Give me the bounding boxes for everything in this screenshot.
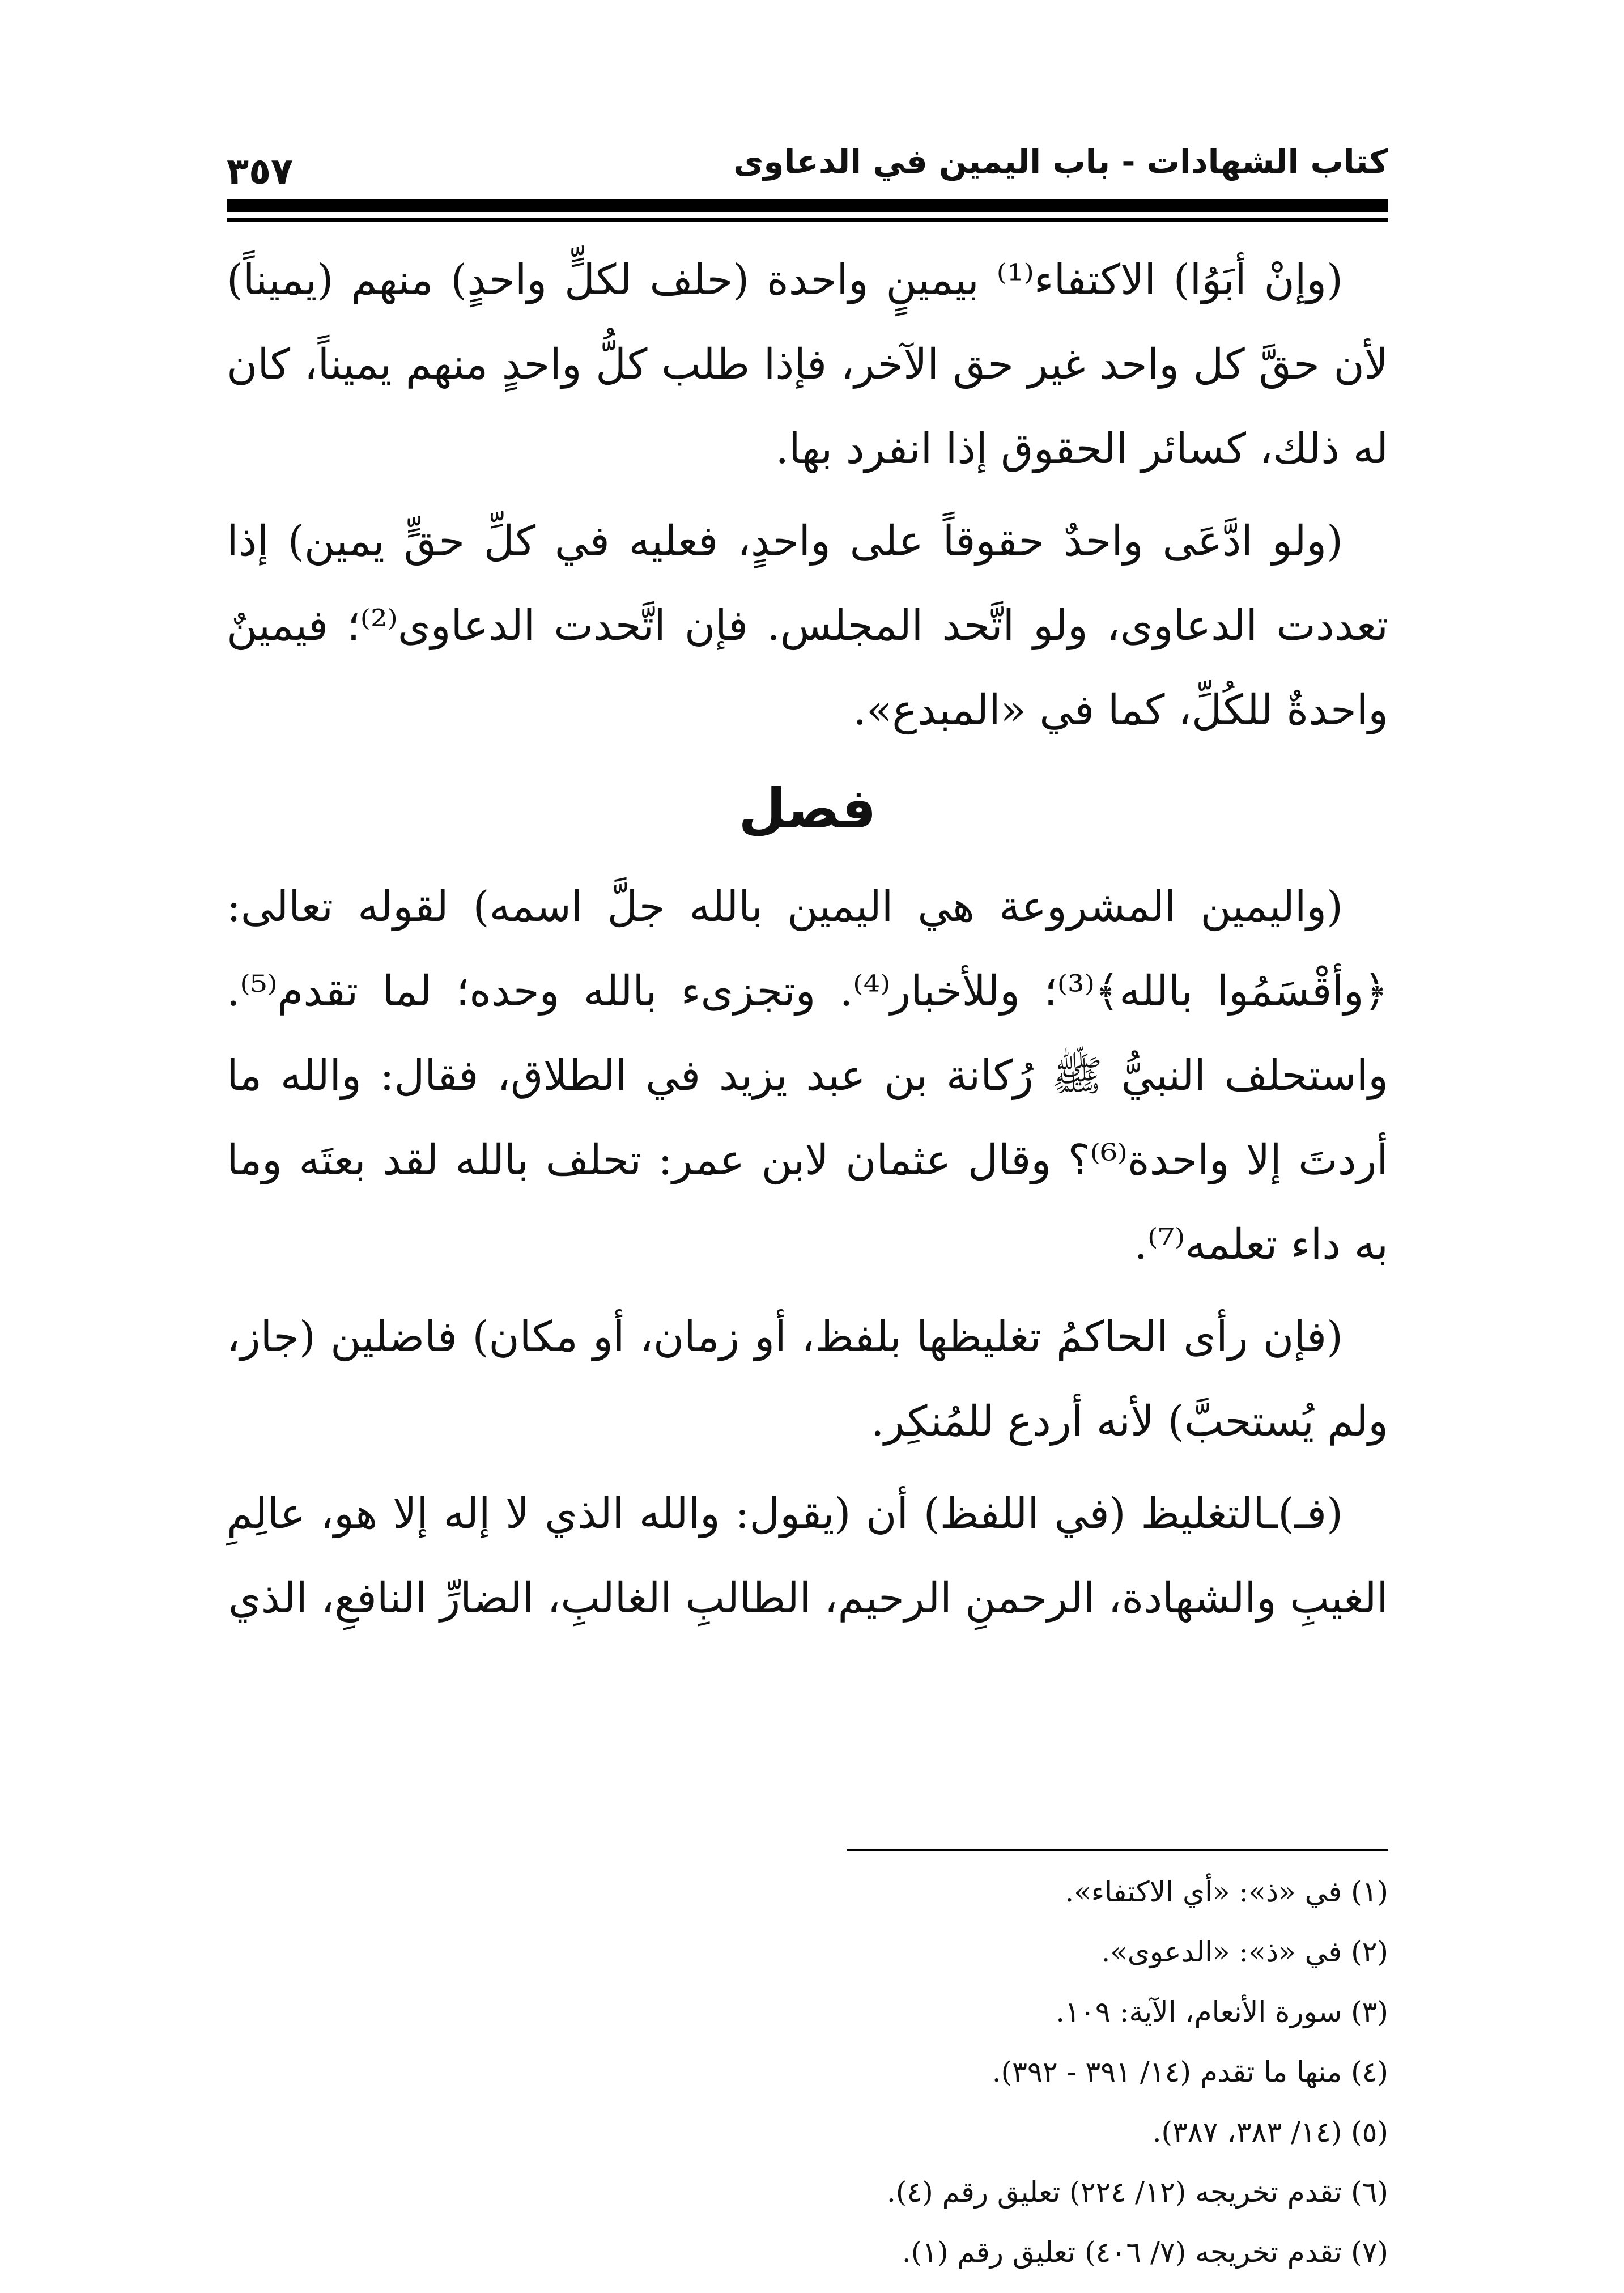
running-header [227, 128, 1388, 193]
section-heading: فصل [738, 777, 877, 840]
header-title: كتاب الشهادات - باب اليمين في الدعاوى [733, 142, 1388, 181]
header-rule-thick [227, 199, 1388, 212]
footnote-separator [847, 1849, 1388, 1851]
footnotes [510, 1862, 1388, 2282]
header-rule-thin [227, 218, 1388, 222]
paragraph-2: (ولو ادَّعَى واحدٌ حقوقاً على واحدٍ، فعليه في كلِّ حقٍّ يمين) إذا تعددت الدعاوى، ولو اتَّحد المجلس. فإن اتَّحدت الدعاوى⁽²⁾؛ فيمينٌ واحدةٌ للكُلِّ، كما في «المبدع». [227, 517, 1388, 734]
footnote-2: (٢) في «ذ»: «الدعوى». [1101, 1935, 1388, 1968]
paragraph-1: (وإنْ أبَوُا) الاكتفاء⁽¹⁾ بيمينٍ واحدة (حلف لكلٍّ واحدٍ) منهم (يميناً) لأن حقَّ كل واحد غير حق الآخر، فإذا طلب كلُّ واحدٍ منهم يميناً، كان له ذلك، كسائر الحقوق إذا انفرد بها. [227, 256, 1388, 473]
paragraph-4: (فإن رأى الحاكمُ تغليظها بلفظ، أو زمان، أو مكان) فاضلين (جاز، ولم يُستحبَّ) لأنه أردع للمُنكِر. [227, 1313, 1388, 1446]
footnote-1: (١) في «ذ»: «أي الاكتفاء». [1065, 1875, 1388, 1908]
page-number: ٣٥٧ [227, 151, 294, 193]
footnote-7: (٧) تقدم تخريجه (٧/ ٤٠٦) تعليق رقم (١). [902, 2236, 1388, 2269]
main-text [227, 238, 1388, 1641]
footnote-4: (٤) منها ما تقدم (١٤/ ٣٩١ - ٣٩٢). [992, 2056, 1388, 2088]
footnote-5: (٥) (١٤/ ٣٨٣، ٣٨٧). [1152, 2116, 1388, 2148]
paragraph-3: (واليمين المشروعة هي اليمين بالله جلَّ اسمه) لقوله تعالى: ﴿وأقْسَمُوا بالله﴾⁽³⁾؛ وللأخبار⁽⁴⁾. وتجزىء بالله وحده؛ لما تقدم⁽⁵⁾. واستحلف النبيُّ ﷺ رُكانة بن عبد يزيد في الطلاق، فقال: والله ما أردتَ إلا واحدة⁽⁶⁾؟ وقال عثمان لابن عمر: تحلف بالله لقد بعتَه وما به داء تعلمه⁽⁷⁾. [227, 882, 1389, 1269]
footnote-6: (٦) تقدم تخريجه (١٢/ ٢٢٤) تعليق رقم (٤). [887, 2176, 1388, 2209]
paragraph-5: (فـ)ـالتغليظ (في اللفظ) أن (يقول: والله الذي لا إله إلا هو، عالِمِ الغيبِ والشهادة، الرحمنِ الرحيم، الطالبِ الغالبِ، الضارِّ النافعِ، الذي [227, 1489, 1388, 1623]
footnote-3: (٣) سورة الأنعام، الآية: ١٠٩. [1056, 1995, 1388, 2028]
